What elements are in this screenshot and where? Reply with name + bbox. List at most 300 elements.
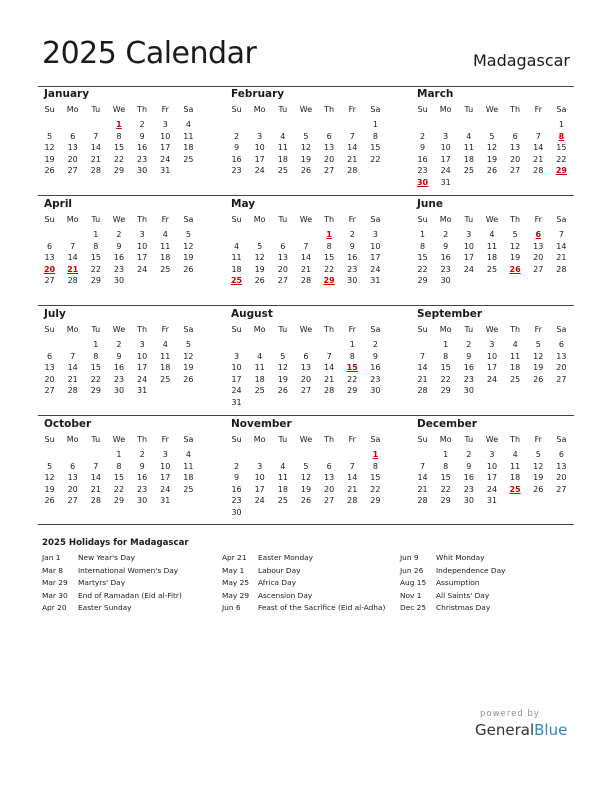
day-cell: 4 [185, 450, 191, 459]
day-cell: 7 [535, 131, 541, 141]
day-cell: 10 [486, 351, 498, 361]
day-cell: 20 [277, 264, 288, 274]
day-cell: 5 [489, 131, 495, 141]
day-cell: 30 [113, 386, 125, 395]
day-cell: 20 [556, 473, 567, 482]
weekday-label: Tu [91, 105, 101, 114]
day-cell: 8 [443, 461, 449, 471]
day-cell: 2 [372, 340, 378, 349]
day-cell: 1 [116, 450, 122, 459]
weekday-label: Tu [278, 435, 288, 444]
holiday-name: Whit Monday [436, 553, 485, 562]
day-cell: 9 [234, 473, 240, 482]
day-cell: 13 [300, 363, 312, 372]
day-cell: 10 [463, 241, 474, 251]
day-cell: 2 [234, 131, 240, 141]
weekday-label: Sa [556, 325, 567, 334]
holiday-item [42, 552, 222, 565]
day-cell: 27 [67, 166, 78, 175]
day-cell: 16 [231, 154, 242, 164]
weekday-label: Sa [370, 105, 381, 114]
day-cell: 4 [280, 131, 286, 141]
brand-logo[interactable] [475, 721, 567, 739]
day-cell: 16 [347, 253, 358, 262]
day-cell: 25 [160, 264, 171, 274]
day-cell: 2 [139, 450, 145, 459]
day-cell: 15 [440, 473, 451, 482]
holiday-item [222, 602, 402, 615]
day-cell: 21 [533, 154, 544, 164]
day-cell: 27 [324, 166, 335, 175]
day-cell: 2 [466, 450, 472, 459]
day-cell: 9 [349, 241, 355, 251]
day-cell: 27 [277, 276, 288, 285]
day-cell: 5 [47, 461, 53, 471]
day-cell: 28 [324, 386, 335, 395]
day-cell: 4 [162, 340, 168, 349]
holiday-name: Independence Day [436, 565, 506, 575]
day-cell: 18 [160, 253, 171, 262]
weekday-label: Tu [464, 105, 474, 114]
day-cell: 15 [324, 253, 335, 262]
day-cell: 13 [556, 461, 567, 471]
holiday-name: Martyrs' Day [78, 578, 126, 587]
weekday-label: Tu [464, 435, 474, 444]
day-cell: 5 [257, 241, 263, 251]
day-cell: 3 [257, 461, 263, 471]
day-cell: 26 [486, 166, 498, 175]
day-cell: 13 [324, 143, 335, 152]
day-cell: 9 [139, 461, 145, 471]
weekday-label: Th [510, 325, 521, 334]
weekday-label: Su [231, 215, 242, 224]
day-cell: 20 [510, 154, 521, 164]
day-cell: 27 [67, 496, 78, 505]
weekday-label: Th [137, 215, 148, 224]
day-cell: 21 [90, 484, 101, 494]
month-name: July [44, 308, 66, 320]
holiday-day-cell: 20 [43, 264, 56, 274]
day-cell: 18 [183, 473, 194, 482]
day-cell: 10 [137, 241, 148, 251]
weekday-label: Mo [439, 435, 452, 444]
day-cell: 5 [185, 230, 191, 239]
weekday-label: We [485, 325, 499, 334]
holiday-column [222, 552, 402, 615]
day-cell: 21 [324, 374, 335, 384]
day-cell: 28 [300, 276, 312, 285]
day-cell: 24 [440, 166, 451, 175]
weekday-label: Tu [278, 325, 288, 334]
day-cell: 20 [300, 374, 312, 384]
day-cell: 11 [510, 351, 521, 361]
day-cell: 27 [324, 496, 335, 505]
day-cell: 28 [67, 386, 78, 395]
weekday-label: We [112, 325, 126, 334]
day-cell: 22 [370, 154, 381, 164]
day-cell: 3 [234, 351, 240, 361]
day-cell: 12 [533, 351, 544, 361]
day-cell: 16 [463, 473, 474, 482]
holiday-date: Dec 25 [400, 603, 427, 612]
holiday-day-cell: 26 [509, 264, 521, 274]
day-cell: 24 [254, 166, 265, 175]
day-cell: 7 [70, 351, 76, 361]
weekday-label: Su [44, 105, 55, 114]
weekday-label: Mo [66, 105, 79, 114]
holiday-column [42, 552, 222, 615]
day-cell: 22 [440, 484, 451, 494]
weekday-label: Su [231, 325, 242, 334]
day-cell: 5 [47, 131, 53, 141]
day-cell: 18 [463, 154, 474, 164]
day-cell: 7 [303, 241, 309, 251]
day-cell: 12 [510, 241, 521, 251]
weekday-label: Mo [439, 215, 452, 224]
weekday-label: Fr [348, 435, 356, 444]
holiday-date: Jan 1 [42, 553, 61, 562]
day-cell: 3 [489, 340, 495, 349]
day-cell: 24 [231, 386, 242, 395]
weekday-label: Tu [91, 325, 101, 334]
day-cell: 18 [510, 363, 521, 372]
day-cell: 14 [347, 473, 358, 482]
day-cell: 3 [372, 230, 378, 239]
holiday-item [400, 590, 580, 603]
day-cell: 17 [254, 484, 265, 494]
weekday-label: Fr [348, 105, 356, 114]
day-cell: 26 [300, 496, 312, 505]
day-cell: 11 [463, 143, 474, 152]
day-cell: 6 [70, 131, 76, 141]
day-cell: 22 [113, 484, 125, 494]
day-cell: 7 [349, 461, 355, 471]
day-cell: 30 [463, 496, 474, 505]
day-cell: 13 [67, 143, 78, 152]
day-cell: 30 [347, 276, 358, 285]
weekday-label: We [485, 215, 499, 224]
holiday-day-cell: 30 [416, 177, 429, 187]
weekday-label: Mo [66, 215, 79, 224]
day-cell: 17 [160, 473, 171, 482]
weekday-label: Fr [161, 105, 169, 114]
day-cell: 19 [44, 154, 55, 164]
divider [38, 86, 574, 87]
weekday-label: Mo [439, 325, 452, 334]
weekday-label: Fr [348, 325, 356, 334]
weekday-label: Fr [534, 215, 542, 224]
holiday-item [400, 565, 580, 578]
day-cell: 22 [90, 374, 101, 384]
day-cell: 26 [44, 496, 55, 505]
weekday-label: Th [510, 215, 521, 224]
weekday-label: Su [417, 105, 428, 114]
day-cell: 4 [512, 450, 518, 459]
day-cell: 17 [231, 374, 242, 384]
day-cell: 10 [137, 351, 148, 361]
day-cell: 7 [420, 351, 426, 361]
holiday-name: End of Ramadan (Eid al-Fitr) [78, 590, 182, 600]
day-cell: 21 [300, 264, 312, 274]
holiday-item [222, 590, 402, 603]
day-cell: 29 [90, 276, 101, 285]
day-cell: 31 [486, 496, 498, 505]
day-cell: 10 [160, 131, 171, 141]
day-cell: 14 [417, 473, 428, 482]
holiday-day-cell: 1 [372, 450, 379, 459]
day-cell: 7 [93, 461, 99, 471]
holiday-column [400, 552, 580, 615]
holiday-name: Easter Sunday [78, 603, 132, 612]
day-cell: 5 [535, 340, 541, 349]
day-cell: 1 [93, 230, 99, 239]
holiday-date: Mar 8 [42, 565, 63, 575]
weekday-label: We [299, 435, 313, 444]
day-cell: 13 [533, 241, 544, 251]
holiday-name: Feast of the Sacrifice (Eid al-Adha) [258, 603, 386, 612]
day-cell: 7 [349, 131, 355, 141]
day-cell: 31 [370, 276, 381, 285]
country-name: Madagascar [472, 51, 570, 70]
day-cell: 25 [183, 484, 194, 494]
day-cell: 31 [160, 166, 171, 175]
holiday-day-cell: 1 [116, 120, 122, 129]
day-cell: 12 [44, 473, 55, 482]
day-cell: 19 [510, 253, 521, 262]
holiday-item [400, 552, 580, 565]
weekday-label: Mo [66, 435, 79, 444]
day-cell: 25 [486, 264, 498, 274]
weekday-label: Fr [161, 325, 169, 334]
weekday-label: Th [324, 215, 335, 224]
day-cell: 4 [234, 241, 240, 251]
day-cell: 22 [370, 484, 381, 494]
weekday-label: Sa [183, 215, 194, 224]
day-cell: 2 [234, 461, 240, 471]
day-cell: 9 [466, 351, 472, 361]
day-cell: 26 [183, 264, 194, 274]
weekday-label: Sa [370, 325, 381, 334]
day-cell: 2 [420, 131, 426, 141]
day-cell: 15 [556, 143, 567, 152]
holiday-day-cell: 29 [555, 166, 567, 175]
day-cell: 4 [185, 120, 191, 129]
day-cell: 30 [463, 386, 474, 395]
day-cell: 22 [347, 374, 358, 384]
day-cell: 29 [113, 166, 125, 175]
day-cell: 15 [90, 253, 101, 262]
day-cell: 5 [303, 131, 309, 141]
day-cell: 11 [183, 131, 194, 141]
day-cell: 19 [533, 363, 544, 372]
day-cell: 28 [556, 264, 567, 274]
day-cell: 16 [137, 473, 148, 482]
day-cell: 14 [300, 253, 312, 262]
day-cell: 14 [67, 253, 78, 262]
day-cell: 13 [324, 473, 335, 482]
day-cell: 19 [254, 264, 265, 274]
day-cell: 11 [254, 363, 265, 372]
holiday-item [222, 577, 402, 590]
day-cell: 9 [372, 351, 378, 361]
weekday-label: Sa [370, 215, 381, 224]
day-cell: 17 [137, 253, 148, 262]
brand-name-blue: Blue [534, 721, 568, 739]
day-cell: 11 [183, 461, 194, 471]
day-cell: 22 [324, 264, 335, 274]
day-cell: 26 [300, 166, 312, 175]
day-cell: 1 [372, 120, 378, 129]
weekday-label: Tu [464, 325, 474, 334]
day-cell: 13 [67, 473, 78, 482]
day-cell: 1 [349, 340, 355, 349]
day-cell: 10 [231, 363, 242, 372]
day-cell: 8 [93, 241, 99, 251]
day-cell: 27 [556, 374, 567, 384]
day-cell: 24 [137, 264, 148, 274]
month-name: April [44, 198, 73, 210]
day-cell: 4 [466, 131, 472, 141]
day-cell: 17 [463, 253, 474, 262]
day-cell: 6 [558, 450, 564, 459]
day-cell: 22 [417, 264, 428, 274]
weekday-label: Fr [534, 325, 542, 334]
holiday-name: All Saints' Day [436, 590, 490, 600]
day-cell: 9 [116, 351, 122, 361]
day-cell: 28 [347, 166, 358, 175]
day-cell: 19 [300, 154, 312, 164]
day-cell: 9 [116, 241, 122, 251]
day-cell: 13 [44, 363, 55, 372]
day-cell: 7 [420, 461, 426, 471]
weekday-label: Sa [370, 435, 381, 444]
holiday-item [222, 552, 402, 565]
day-cell: 10 [160, 461, 171, 471]
weekday-label: Su [44, 435, 55, 444]
day-cell: 28 [417, 496, 428, 505]
day-cell: 17 [486, 473, 498, 482]
day-cell: 7 [558, 230, 564, 239]
day-cell: 18 [231, 264, 242, 274]
holiday-name: International Women's Day [78, 565, 179, 575]
weekday-label: Tu [278, 215, 288, 224]
day-cell: 30 [137, 496, 148, 505]
day-cell: 12 [254, 253, 265, 262]
day-cell: 24 [254, 496, 265, 505]
month-name: February [231, 88, 285, 100]
day-cell: 17 [440, 154, 451, 164]
day-cell: 25 [277, 166, 288, 175]
day-cell: 31 [137, 386, 148, 395]
day-cell: 4 [257, 351, 263, 361]
day-cell: 21 [90, 154, 101, 164]
divider [38, 195, 574, 196]
day-cell: 22 [113, 154, 125, 164]
day-cell: 10 [370, 241, 381, 251]
weekday-label: Sa [183, 435, 194, 444]
month-name: November [231, 418, 292, 430]
day-cell: 6 [512, 131, 518, 141]
day-cell: 21 [67, 374, 78, 384]
day-cell: 23 [370, 374, 381, 384]
day-cell: 4 [512, 340, 518, 349]
day-cell: 4 [280, 461, 286, 471]
holiday-item [42, 577, 222, 590]
day-cell: 20 [67, 154, 78, 164]
weekday-label: Sa [183, 105, 194, 114]
day-cell: 21 [347, 154, 358, 164]
weekday-label: Th [324, 435, 335, 444]
weekday-label: Fr [534, 105, 542, 114]
day-cell: 19 [44, 484, 55, 494]
weekday-label: Sa [556, 435, 567, 444]
day-cell: 19 [277, 374, 288, 384]
day-cell: 13 [277, 253, 288, 262]
holiday-date: May 1 [222, 565, 245, 575]
day-cell: 1 [443, 340, 449, 349]
weekday-label: Su [417, 325, 428, 334]
day-cell: 7 [93, 131, 99, 141]
day-cell: 23 [463, 374, 474, 384]
day-cell: 6 [326, 131, 332, 141]
month-name: March [417, 88, 454, 100]
day-cell: 5 [512, 230, 518, 239]
holiday-name: Africa Day [258, 578, 297, 587]
day-cell: 25 [277, 496, 288, 505]
holiday-name: Christmas Day [436, 603, 491, 612]
weekday-label: Mo [253, 105, 266, 114]
day-cell: 28 [347, 496, 358, 505]
holiday-day-cell: 1 [326, 230, 332, 239]
holiday-day-cell: 8 [558, 131, 565, 141]
day-cell: 2 [443, 230, 449, 239]
day-cell: 17 [160, 143, 171, 152]
day-cell: 29 [440, 386, 451, 395]
day-cell: 8 [116, 131, 122, 141]
day-cell: 3 [489, 450, 495, 459]
day-cell: 21 [347, 484, 358, 494]
day-cell: 13 [44, 253, 55, 262]
day-cell: 15 [370, 473, 381, 482]
day-cell: 3 [257, 131, 263, 141]
divider [38, 415, 574, 416]
weekday-label: Tu [278, 105, 288, 114]
weekday-label: Sa [556, 215, 567, 224]
day-cell: 12 [533, 461, 544, 471]
day-cell: 10 [254, 143, 265, 152]
holiday-name: Easter Monday [258, 553, 314, 562]
day-cell: 23 [417, 166, 428, 175]
day-cell: 18 [277, 484, 288, 494]
day-cell: 14 [90, 143, 101, 152]
day-cell: 9 [466, 461, 472, 471]
day-cell: 17 [137, 363, 148, 372]
day-cell: 26 [254, 276, 265, 285]
day-cell: 1 [558, 120, 564, 129]
day-cell: 10 [486, 461, 498, 471]
day-cell: 8 [349, 351, 355, 361]
day-cell: 23 [113, 374, 125, 384]
day-cell: 26 [533, 484, 544, 494]
day-cell: 3 [139, 340, 145, 349]
holiday-name: New Year's Day [78, 553, 135, 562]
day-cell: 18 [486, 253, 498, 262]
day-cell: 14 [347, 143, 358, 152]
day-cell: 29 [370, 496, 381, 505]
day-cell: 28 [90, 496, 101, 505]
day-cell: 6 [326, 461, 332, 471]
day-cell: 11 [277, 473, 288, 482]
